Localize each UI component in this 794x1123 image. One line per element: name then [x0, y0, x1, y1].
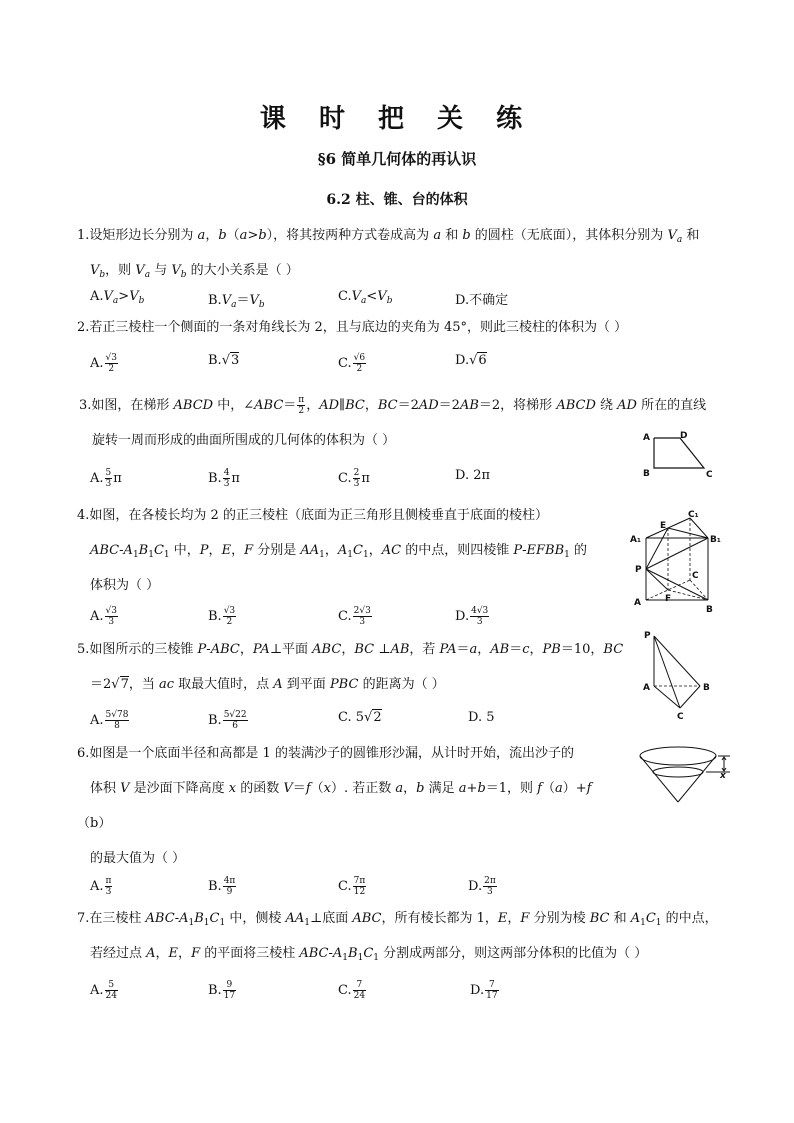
label-a: A [643, 683, 650, 693]
question-number: 7. [77, 911, 90, 926]
label-e: E [660, 521, 667, 531]
question-text: 若正三棱柱一个侧面的一条对角线长为 2，且与底边的夹角为 45°，则此三棱柱的体积为（ ） [89, 320, 628, 335]
option-d: D. $\frac{4√3}{3}$ [455, 606, 489, 627]
hourglass-cone-figure [636, 742, 736, 812]
option-a: A. $\frac{5}{24}$ [90, 980, 117, 1001]
pyramid-figure [640, 628, 720, 723]
option-d: D. $\frac{7}{17}$ [470, 980, 498, 1001]
option-c: C. $\frac{√6}{2}$ [338, 353, 366, 374]
option-d: D. 5 [468, 710, 495, 725]
option-d: D. 2π [455, 468, 491, 483]
label-c1: C₁ [688, 510, 699, 520]
option-b: B. $\frac{4}{3}$ π [208, 468, 240, 489]
question-number: 6. [77, 746, 90, 761]
section-heading: §6 简单几何体的再认识 [317, 150, 477, 168]
label-d: D [680, 431, 688, 441]
option-a: A. $\frac{√3}{2}$ [90, 353, 117, 374]
question-2 [77, 310, 627, 345]
label-b1: B₁ [710, 535, 721, 545]
option-d: D.√6 [455, 353, 487, 368]
label-a: A [643, 433, 650, 443]
option-b: B. $\frac{4\pi}{9}$ [208, 876, 236, 897]
trapezoid-figure [640, 428, 720, 480]
question-number: 5. [77, 642, 90, 657]
label-b: B [643, 469, 650, 479]
option-b: B. $\frac{9}{17}$ [208, 980, 236, 1001]
option-a: A. $\frac{5√78}{8}$ [90, 710, 129, 731]
label-f: F [665, 594, 672, 604]
label-c: C [706, 470, 713, 480]
question-1: 1.设矩形边长分别为 a，b（a>b），将其按两种方式卷成高为 a 和 b 的圆柱（无底面），其体积分别为 $V_a$ 和 $V_b$，则 $V_a$ 与 $V_b$ 的大小关系是（ ） [77, 228, 700, 280]
option-c: C. $\frac{7\pi}{12}$ [338, 876, 366, 897]
label-p: P [644, 631, 651, 641]
option-a: A. $\frac{√3}{3}$ [90, 606, 117, 627]
question-number: 1. [77, 228, 90, 243]
question-4: 4.如图，在各棱长均为 2 的正三棱柱（底面为正三角形且侧棱垂直于底面的棱柱） ABC-$A_1B_1C_1$ 中，P，E，F 分别是 $AA_1$，$A_1C_1$，AC 的中点，则四棱锥 $P-EFBB_1$ 的 体积为（ ） [77, 508, 587, 593]
option-b: $B.V_a=V_b$ [208, 293, 265, 310]
option-b: B. $\frac{√3}{2}$ [208, 606, 236, 627]
question-3: 3.如图，在梯形 ABCD 中，∠ABC＝ $\frac{\pi}{2}$ ，AD∥BC，BC＝2AD＝2AB＝2，将梯形 ABCD 绕 AD 所在的直线 旋转一周而形成的曲面所围成的几何体的体积为（ ） [79, 395, 707, 448]
option-c: C. $\frac{7}{24}$ [338, 980, 366, 1001]
question-6: 6.如图是一个底面半径和高都是 1 的装满沙子的圆锥形沙漏，从计时开始，流出沙子的 体积 V 是沙面下降高度 x 的函数 V＝f（x）. 若正数 a，b 满足 a+b＝1，则 f（a）+f （b） 的最大值为（ ） [77, 746, 592, 866]
option-b: B.√3 [208, 353, 240, 368]
question-7: 7.在三棱柱 ABC-$A_1B_1C_1$ 中，侧棱 $AA_1\perp$底面 ABC，所有棱长都为 1，E，F 分别为棱 BC 和 $A_1C_1$ 的中点， 若经过点 A，E，F 的平面将三棱柱 ABC-$A_1B_1C_1$ 分割成两部分，则这两部分体积的比值为（ ） [77, 911, 718, 963]
label-x: x [720, 771, 726, 781]
option-d: D.不确定 [455, 293, 509, 308]
option-c: $C.V_a<V_b$ [338, 289, 393, 306]
question-number: 3. [79, 398, 92, 413]
option-c: C. 5√2 [338, 710, 382, 725]
label-p: P [635, 565, 642, 575]
option-c: C. $\frac{2}{3}$ π [338, 468, 370, 489]
prism-figure [628, 508, 728, 618]
label-b: B [706, 605, 713, 615]
option-a: A. $\frac{\pi}{3}$ [90, 876, 112, 897]
label-a: A [634, 598, 641, 608]
label-a1: A₁ [630, 535, 641, 545]
subsection-heading: 6.2 柱、锥、台的体积 [326, 192, 468, 208]
option-a: $A.V_a>V_b$ [90, 289, 145, 306]
option-a: A. $\frac{5}{3}$ π [90, 468, 122, 489]
question-5: 5.如图所示的三棱锥 P-ABC，PA⊥平面 ABC，BC ⊥AB，若 PA＝a，AB＝c，PB＝10，BC ＝2√7，当 ac 取最大值时，点 A 到平面 PBC 的距离为（ ） [77, 642, 624, 692]
option-c: C. $\frac{2√3}{3}$ [338, 606, 371, 627]
label-b: B [703, 683, 710, 693]
question-number: 2. [77, 320, 90, 335]
page-title: 课 时 把 关 练 [259, 104, 535, 134]
option-b: B. $\frac{5√22}{6}$ [208, 710, 247, 731]
option-d: D. $\frac{2\pi}{3}$ [468, 876, 496, 897]
question-number: 4. [77, 508, 90, 523]
label-c: C [677, 712, 684, 722]
label-c: C [692, 571, 699, 581]
